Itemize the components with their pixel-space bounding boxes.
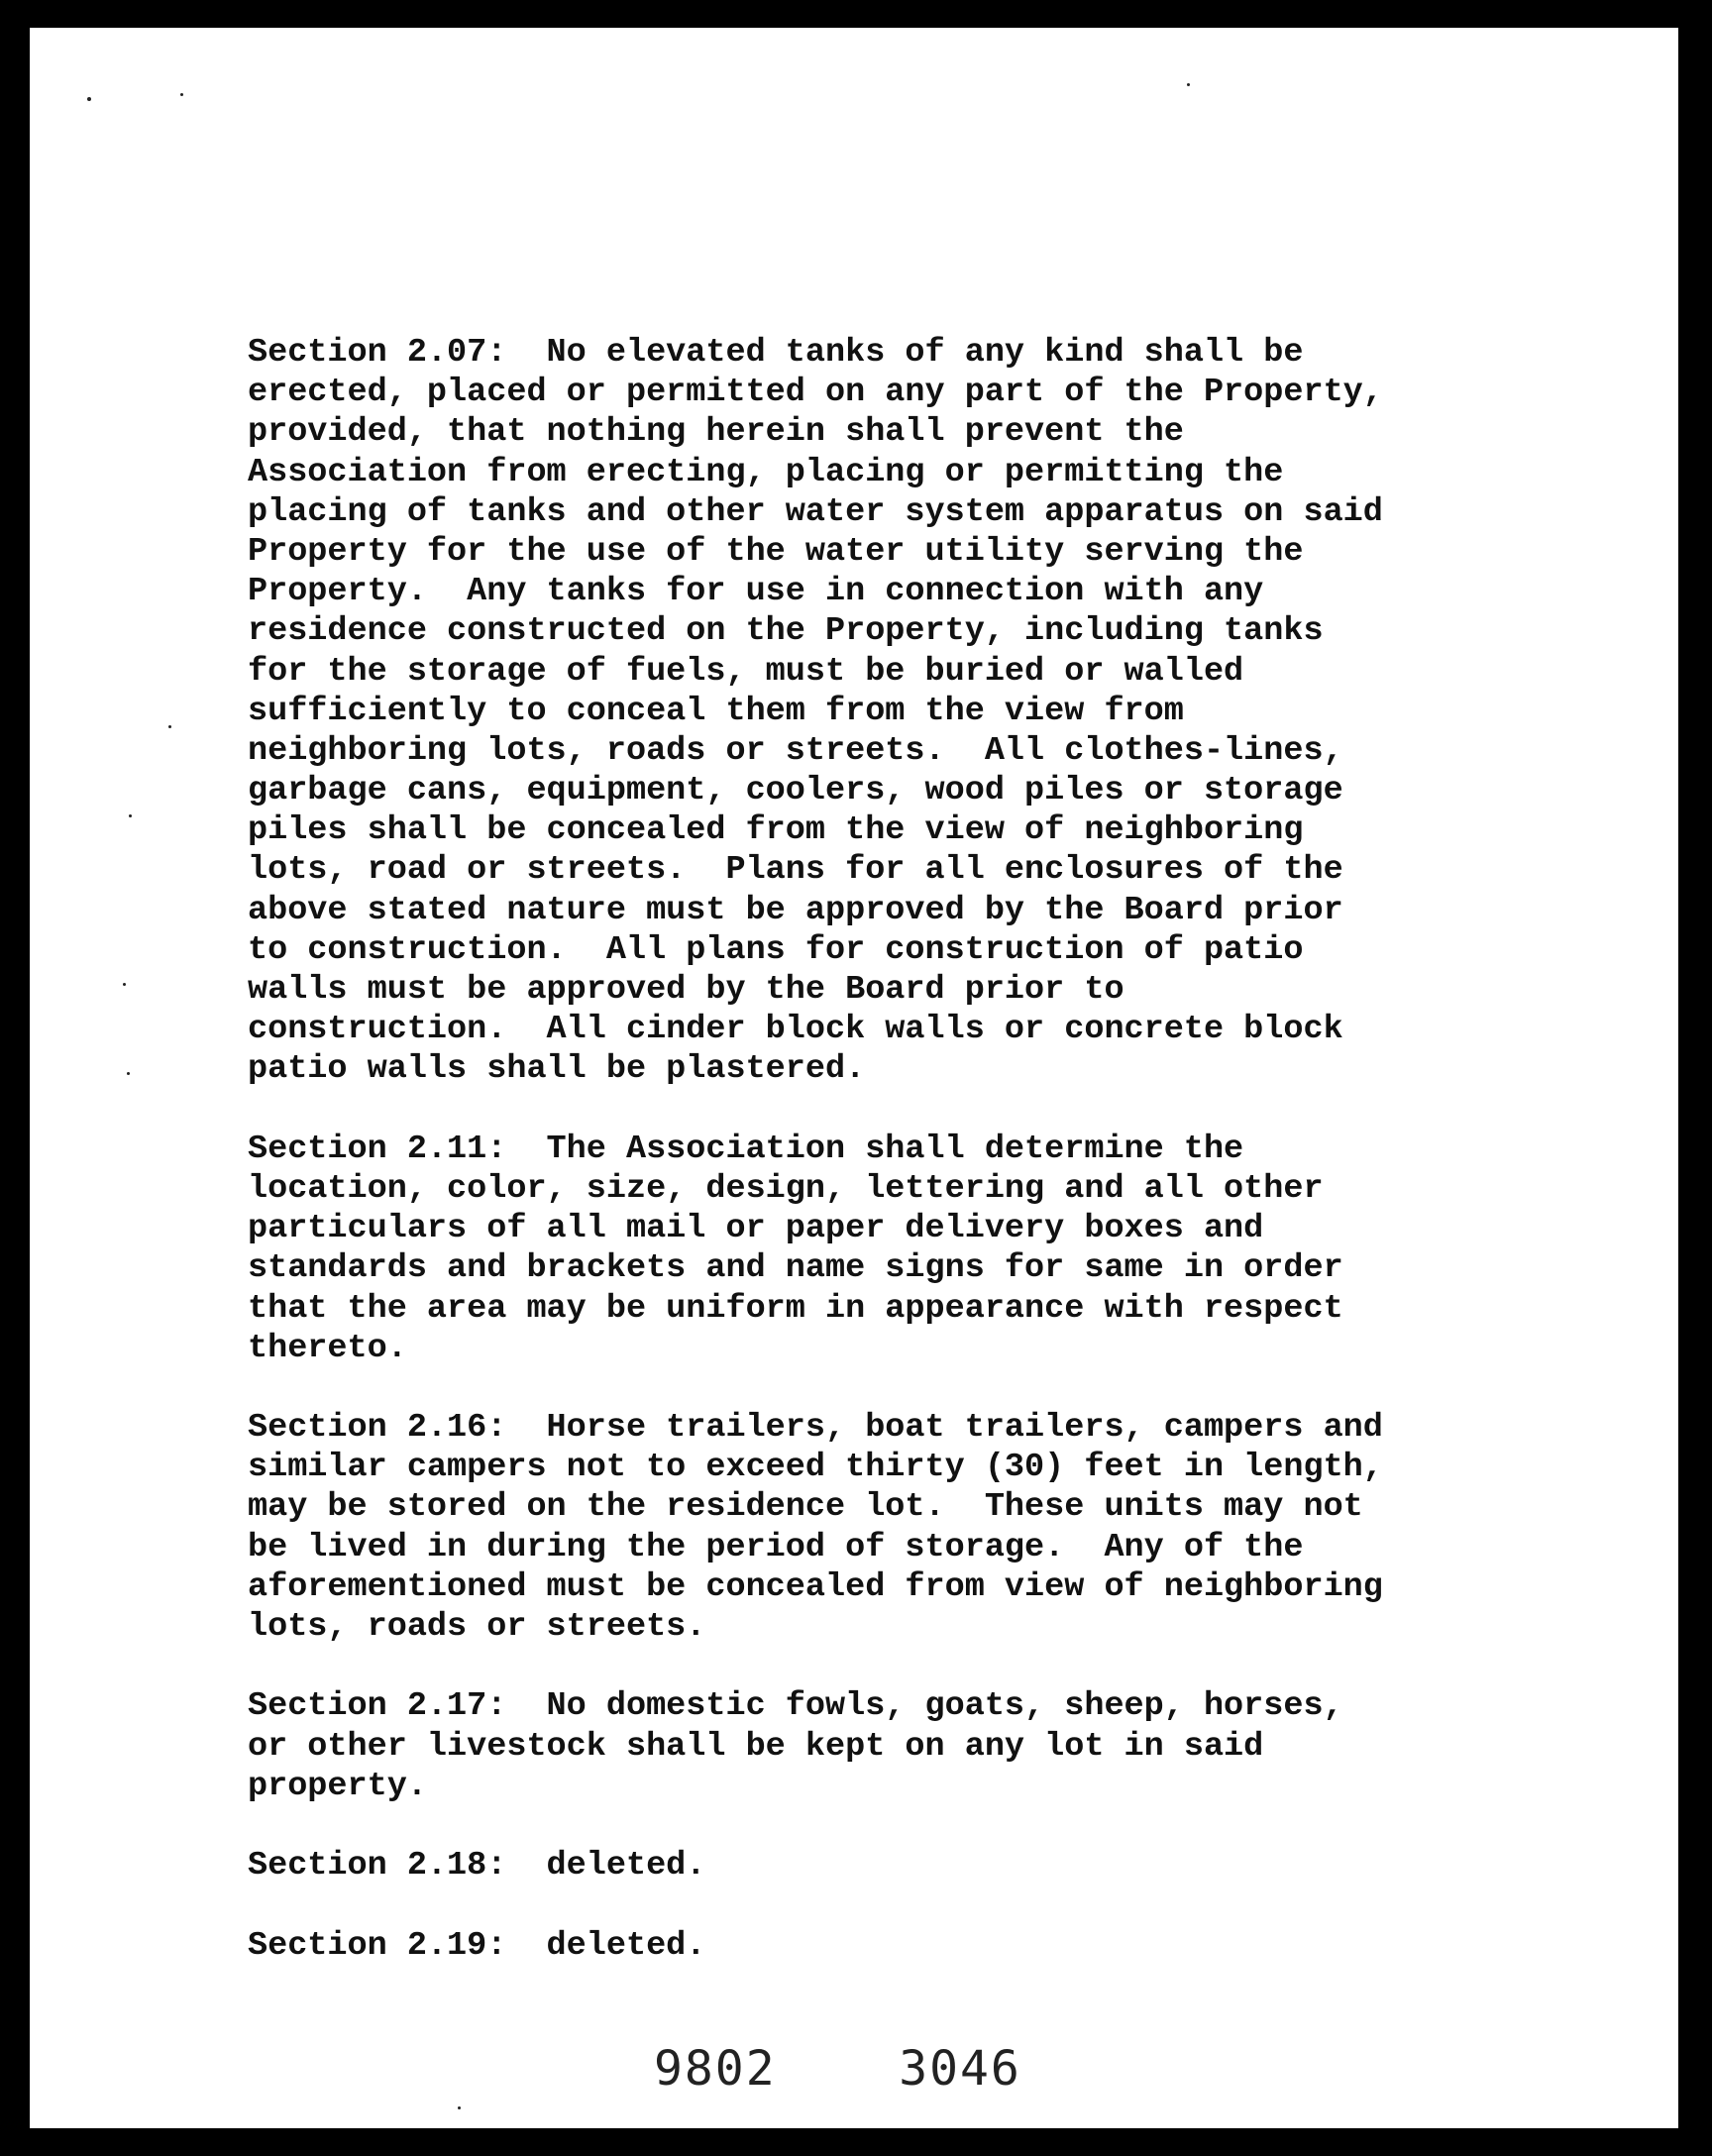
scan-speck — [458, 2106, 461, 2109]
page-footer — [654, 2039, 1021, 2099]
text-line: thereto. — [248, 1329, 407, 1367]
text-line: Property. Any tanks for use in connection with any — [248, 573, 1264, 611]
text-line: Section 2.11: The Association shall determine the — [248, 1130, 1244, 1168]
section-2-19 — [248, 1926, 1466, 1966]
text-line: location, color, size, design, lettering and all other — [248, 1169, 1324, 1208]
text-line: provided, that nothing herein shall prevent the — [248, 413, 1184, 452]
text-line: erected, placed or permitted on any part of the Property, — [248, 374, 1383, 412]
text-line: placing of tanks and other water system apparatus on said — [248, 492, 1383, 531]
paragraph-gap — [248, 1886, 1466, 1925]
text-line: standards and brackets and name signs for same in order — [248, 1249, 1343, 1288]
text-line: property. — [248, 1767, 427, 1805]
text-line: aforementioned must be concealed from view of neighboring — [248, 1567, 1383, 1606]
paragraph-gap — [248, 1368, 1466, 1408]
footer-number-left: 9802 — [654, 2041, 777, 2097]
text-line: construction. All cinder block walls or concrete block — [248, 1011, 1343, 1049]
section-2-11 — [248, 1130, 1466, 1368]
text-line: be lived in during the period of storage. Any of the — [248, 1528, 1304, 1566]
text-line: Section 2.07: No elevated tanks of any kind shall be — [248, 334, 1304, 372]
text-line: piles shall be concealed from the view of neighboring — [248, 811, 1304, 850]
text-line: lots, road or streets. Plans for all enclosures of the — [248, 851, 1343, 890]
scan-speck — [87, 97, 91, 101]
text-line: Section 2.16: Horse trailers, boat trailers, campers and — [248, 1409, 1383, 1448]
text-line: Section 2.18: deleted. — [248, 1847, 706, 1886]
paragraph-gap — [248, 1090, 1466, 1130]
text-line: lots, roads or streets. — [248, 1608, 706, 1646]
text-line: similar campers not to exceed thirty (30) feet in length, — [248, 1449, 1383, 1487]
text-line: may be stored on the residence lot. These units may not — [248, 1488, 1363, 1527]
text-line: particulars of all mail or paper delivery boxes and — [248, 1210, 1264, 1248]
scan-speck — [127, 1072, 130, 1075]
scan-speck — [123, 983, 126, 986]
text-line: to construction. All plans for construction of patio — [248, 930, 1304, 969]
section-2-16 — [248, 1408, 1466, 1647]
scan-speck — [1187, 83, 1190, 86]
text-line: for the storage of fuels, must be buried or walled — [248, 652, 1244, 691]
section-2-18 — [248, 1846, 1466, 1886]
document-body — [248, 333, 1466, 1966]
scan-speck — [129, 814, 132, 817]
text-line: patio walls shall be plastered. — [248, 1050, 866, 1089]
scan-speck — [180, 93, 183, 96]
text-line: Section 2.19: deleted. — [248, 1926, 706, 1965]
text-line: Section 2.17: No domestic fowls, goats, sheep, horses, — [248, 1687, 1343, 1726]
text-line: sufficiently to conceal them from the view from — [248, 692, 1184, 730]
text-line: garbage cans, equipment, coolers, wood piles or storage — [248, 772, 1343, 810]
text-line: residence constructed on the Property, including tanks — [248, 612, 1324, 651]
text-line: or other livestock shall be kept on any lot in said — [248, 1727, 1264, 1766]
footer-number-right: 3046 — [899, 2041, 1021, 2097]
text-line: above stated nature must be approved by the Board prior — [248, 891, 1343, 929]
text-line: that the area may be uniform in appearance with respect — [248, 1289, 1343, 1328]
paragraph-gap — [248, 1647, 1466, 1686]
text-line: Property for the use of the water utility serving the — [248, 532, 1304, 571]
section-2-07 — [248, 333, 1466, 1090]
text-line: walls must be approved by the Board prior to — [248, 971, 1124, 1009]
text-line: neighboring lots, roads or streets. All clothes-lines, — [248, 731, 1343, 770]
section-2-17 — [248, 1686, 1466, 1806]
text-line: Association from erecting, placing or permitting the — [248, 453, 1284, 491]
paragraph-gap — [248, 1806, 1466, 1846]
scan-speck — [168, 725, 171, 728]
